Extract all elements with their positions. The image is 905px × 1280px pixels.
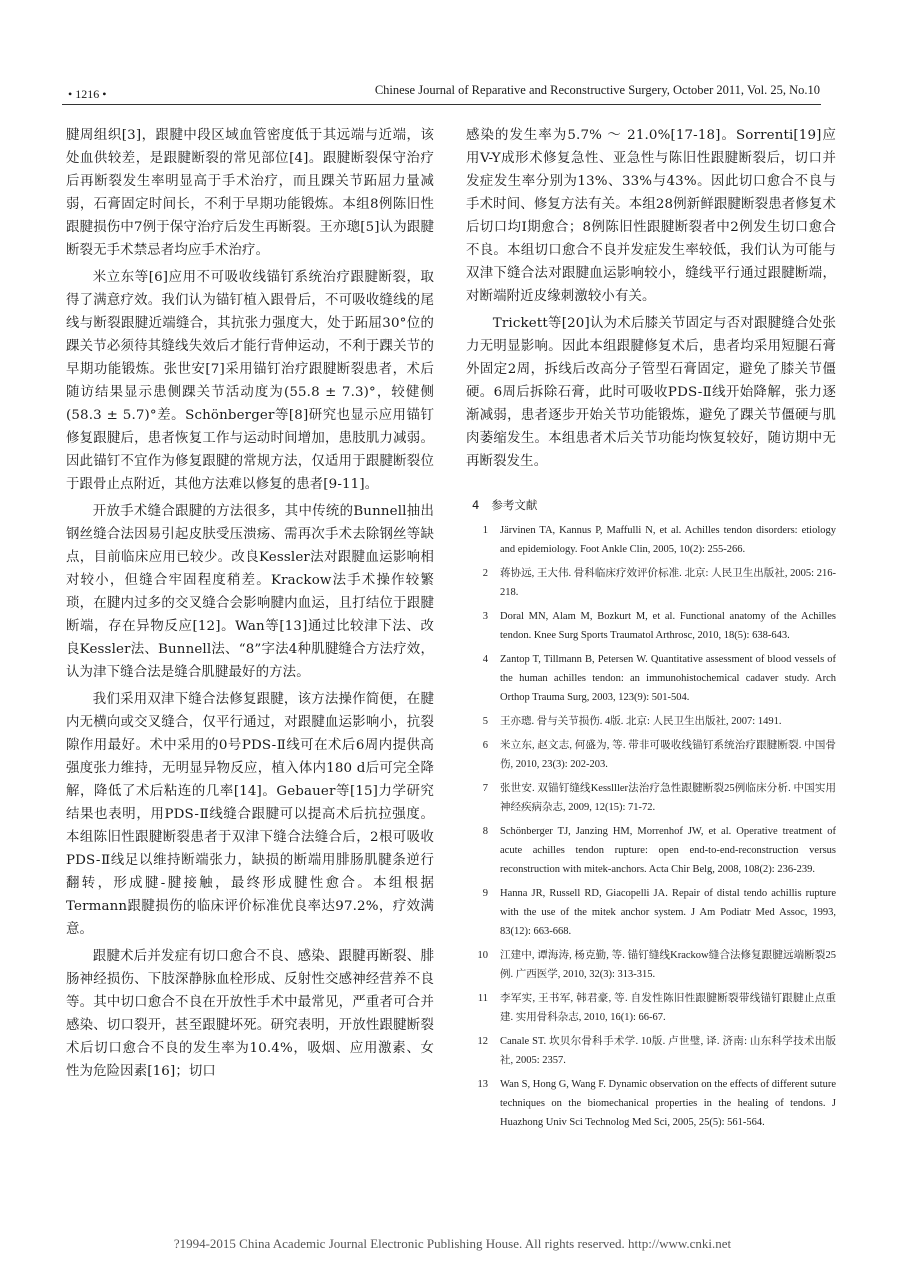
body-paragraph: 开放手术缝合跟腱的方法很多，其中传统的Bunnell抽出钢丝缝合法因易引起皮肤受压溃疡、需再次手术去除钢丝等缺点，目前临床应用已较少。改良Kessler法对跟腱血运影响相对较小，但缝合牢固程度稍差。Krackow法手术操作较繁琐，在腱内过多的交叉缝合会影响腱内血运，且打结位于跟腱断端，存在异物反应[12]。Wan等[13]通过比较津下法、改良Kessler法、Bunnell法、“8”字法4种肌腱缝合方法疗效，认为津下缝合法是缝合肌腱最好的方法。 — [66, 504, 434, 680]
reference-item — [466, 989, 836, 1027]
reference-number: 9 — [482, 888, 488, 899]
reference-number: 7 — [482, 783, 488, 794]
reference-list — [466, 521, 836, 1132]
reference-text: 李军实, 王书军, 韩君豪, 等. 自发性陈旧性跟腱断裂带线锚钉跟腱止点重建. 实用骨科杂志, 2010, 16(1): 66-67. — [500, 993, 836, 1023]
reference-item — [466, 564, 836, 602]
references-heading — [472, 497, 836, 513]
reference-item — [466, 650, 836, 707]
reference-text: 张世安. 双锚钉缝线Kesslller法治疗急性跟腱断裂25例临床分析. 中国实用神经疾病杂志, 2009, 12(15): 71-72. — [500, 783, 836, 813]
reference-text: Järvinen TA, Kannus P, Maffulli N, et al. Achilles tendon disorders: etiology and epidemiology. Foot Ankle Clin, 2005, 10(2): 255-266. — [500, 525, 836, 555]
reference-text: Canale ST. 坎贝尔骨科手术学. 10版. 卢世璧, 译. 济南: 山东科学技术出版社, 2005: 2357. — [500, 1036, 836, 1066]
reference-text: 江建中, 谭海涛, 杨克勤, 等. 锚钉缝线Krackow缝合法修复跟腱远端断裂25例. 广西医学, 2010, 32(3): 313-315. — [500, 950, 836, 980]
reference-text: Schönberger TJ, Janzing HM, Morrenhof JW, et al. Operative treatment of acute achilles tendon rupture: open end-to-end-reconstruction versus reconstruction with mitek-anchors. Acta Chir Belg, 2008, 108(2): 236-239. — [500, 826, 836, 875]
reference-item — [466, 712, 836, 731]
reference-item — [466, 946, 836, 984]
page-number: • 1216 • — [68, 87, 107, 101]
reference-number: 1 — [482, 525, 488, 536]
reference-text: 蒋协远, 王大伟. 骨科临床疗效评价标准. 北京: 人民卫生出版社, 2005: 216-218. — [500, 568, 836, 598]
reference-item — [466, 736, 836, 774]
reference-number: 10 — [477, 950, 488, 961]
body-paragraph: 跟腱术后并发症有切口愈合不良、感染、跟腱再断裂、腓肠神经损伤、下肢深静脉血栓形成、反射性交感神经营养不良等。其中切口愈合不良在开放性手术中最常见，严重者可合并感染、切口裂开，甚至跟腱坏死。研究表明，开放性跟腱断裂术后切口愈合不良的发生率为10.4%，吸烟、应用激素、女性为危险因素[16]；切口 — [66, 949, 434, 1079]
reference-number: 3 — [482, 611, 488, 622]
reference-item — [466, 779, 836, 817]
reference-number: 2 — [482, 568, 488, 579]
reference-item — [466, 1032, 836, 1070]
reference-item — [466, 822, 836, 879]
reference-item — [466, 1075, 836, 1132]
reference-text: Wan S, Hong G, Wang F. Dynamic observation on the effects of different suture techniques on the biomechanical properties in the healing of tendons. J Huazhong Univ Sci Technolog Med Sci, 2005, 25(5): 561-564. — [500, 1079, 836, 1128]
header-rule — [62, 104, 821, 105]
body-paragraph: 我们采用双津下缝合法修复跟腱，该方法操作简便，在腱内无横向或交叉缝合，仅平行通过，对跟腱血运影响小，抗裂隙作用最好。术中采用的0号PDS-Ⅱ线可在术后6周内提供高强度张力维持，无明显异物反应，植入体内180 d后可完全降解，降低了术后粘连的几率[14]。Gebauer等[15]力学研究结果也表明，用PDS-Ⅱ线缝合跟腱可以提高术后抗拉强度。本组陈旧性跟腱断裂患者于双津下缝合法缝合后，2根可吸收PDS-Ⅱ线足以维持断端张力，缺损的断端用腓肠肌腱条逆行翻转，形成腱-腱接触，最终形成腱性愈合。本组根据Termann跟腱损伤的临床评价标准优良率达97.2%，疗效满意。 — [66, 692, 434, 937]
reference-number: 4 — [482, 654, 488, 665]
reference-number: 8 — [482, 826, 488, 837]
reference-item — [466, 607, 836, 645]
body-paragraph: 米立东等[6]应用不可吸收线锚钉系统治疗跟腱断裂，取得了满意疗效。我们认为锚钉植入跟骨后，不可吸收缝线的尾线与断裂跟腱近端缝合，其抗张力强度大，处于跖屈30°位的踝关节必须待其缝线失效后才能行背伸运动，不利于踝关节的早期功能锻炼。张世安[7]采用锚钉治疗跟腱断裂患者，术后随访结果显示患侧踝关节活动度为(55.8 ± 7.3)°，较健侧(58.3 ± 5.7)°差。Schönberger等[8]研究也显示应用锚钉修复跟腱后，患者恢复工作与运动时间增加，患肢肌力减弱。因此锚钉不宜作为修复跟腱的常规方法，仅适用于跟腱断裂位于跟骨止点附近，其他方法难以修复的患者[9-11]。 — [66, 270, 434, 492]
reference-text: Hanna JR, Russell RD, Giacopelli JA. Repair of distal tendo achillis rupture with the use of the mitek anchor system. J Am Podiatr Med Assoc, 1993, 83(12): 663-668. — [500, 888, 836, 937]
right-column — [466, 124, 836, 1137]
running-header: Chinese Journal of Reparative and Reconstructive Surgery, October 2011, Vol. 25, No.10 — [374, 83, 820, 97]
body-paragraph: 感染的发生率为5.7% ～ 21.0%[17-18]。Sorrenti[19]应用V-Y成形术修复急性、亚急性与陈旧性跟腱断裂后，切口并发症发生率分别为13%、33%与43%。因此切口愈合不良与手术时间、修复方法有关。本组28例新鲜跟腱断裂患者修复术后切口均Ⅰ期愈合；8例陈旧性跟腱断裂者中2例发生切口愈合不良。本组切口愈合不良并发症发生率较低，我们认为可能与双津下缝合法对跟腱血运影响较小，缝线平行通过跟腱断端，对断端附近皮缘刺激较小有关。 — [466, 128, 836, 304]
body-paragraph: Trickett等[20]认为术后膝关节固定与否对跟腱缝合处张力无明显影响。因此本组跟腱修复术后，患者均采用短腿石膏外固定2周，拆线后改高分子管型石膏固定，避免了膝关节僵硬。6周后拆除石膏，此时可吸收PDS-Ⅱ线开始降解，张力逐渐减弱，患者逐步开始关节功能锻炼，避免了踝关节僵硬与肌肉萎缩发生。本组患者术后关节功能均恢复较好，随访期中无再断裂发生。 — [466, 316, 836, 469]
copyright-footer: ?1994-2015 China Academic Journal Electronic Publishing House. All rights reserved. http://www.cnki.net — [173, 1236, 732, 1251]
reference-number: 13 — [477, 1079, 488, 1090]
reference-number: 6 — [482, 740, 488, 751]
reference-item — [466, 521, 836, 559]
references-section-number: 4 — [472, 498, 480, 512]
left-column — [66, 124, 434, 1087]
reference-item — [466, 884, 836, 941]
reference-number: 11 — [477, 993, 488, 1004]
references-title: 参考文献 — [491, 498, 538, 512]
body-paragraph: 腱周组织[3]，跟腱中段区域血管密度低于其远端与近端，该处血供较差，是跟腱断裂的常见部位[4]。跟腱断裂保守治疗后再断裂发生率明显高于手术治疗，而且踝关节跖屈力量减弱，石膏固定时间长，不利于早期功能锻炼。本组8例陈旧性跟腱损伤中7例于保守治疗后发生再断裂。王亦璁[5]认为跟腱断裂无手术禁忌者均应手术治疗。 — [66, 128, 434, 258]
reference-number: 5 — [482, 716, 488, 727]
reference-number: 12 — [477, 1036, 488, 1047]
reference-text: 王亦璁. 骨与关节损伤. 4版. 北京: 人民卫生出版社, 2007: 1491. — [500, 716, 782, 727]
reference-text: Zantop T, Tillmann B, Petersen W. Quantitative assessment of blood vessels of the human achilles tendon: an immunohistochemical cadaver study. Arch Orthop Trauma Surg, 2003, 123(9): 501-504. — [500, 654, 836, 703]
reference-text: 米立东, 赵文志, 何盛为, 等. 带非可吸收线锚钉系统治疗跟腱断裂. 中国骨伤, 2010, 23(3): 202-203. — [500, 740, 836, 770]
reference-text: Doral MN, Alam M, Bozkurt M, et al. Functional anatomy of the Achilles tendon. Knee Surg Sports Traumatol Arthrosc, 2010, 18(5): 638-643. — [500, 611, 836, 641]
